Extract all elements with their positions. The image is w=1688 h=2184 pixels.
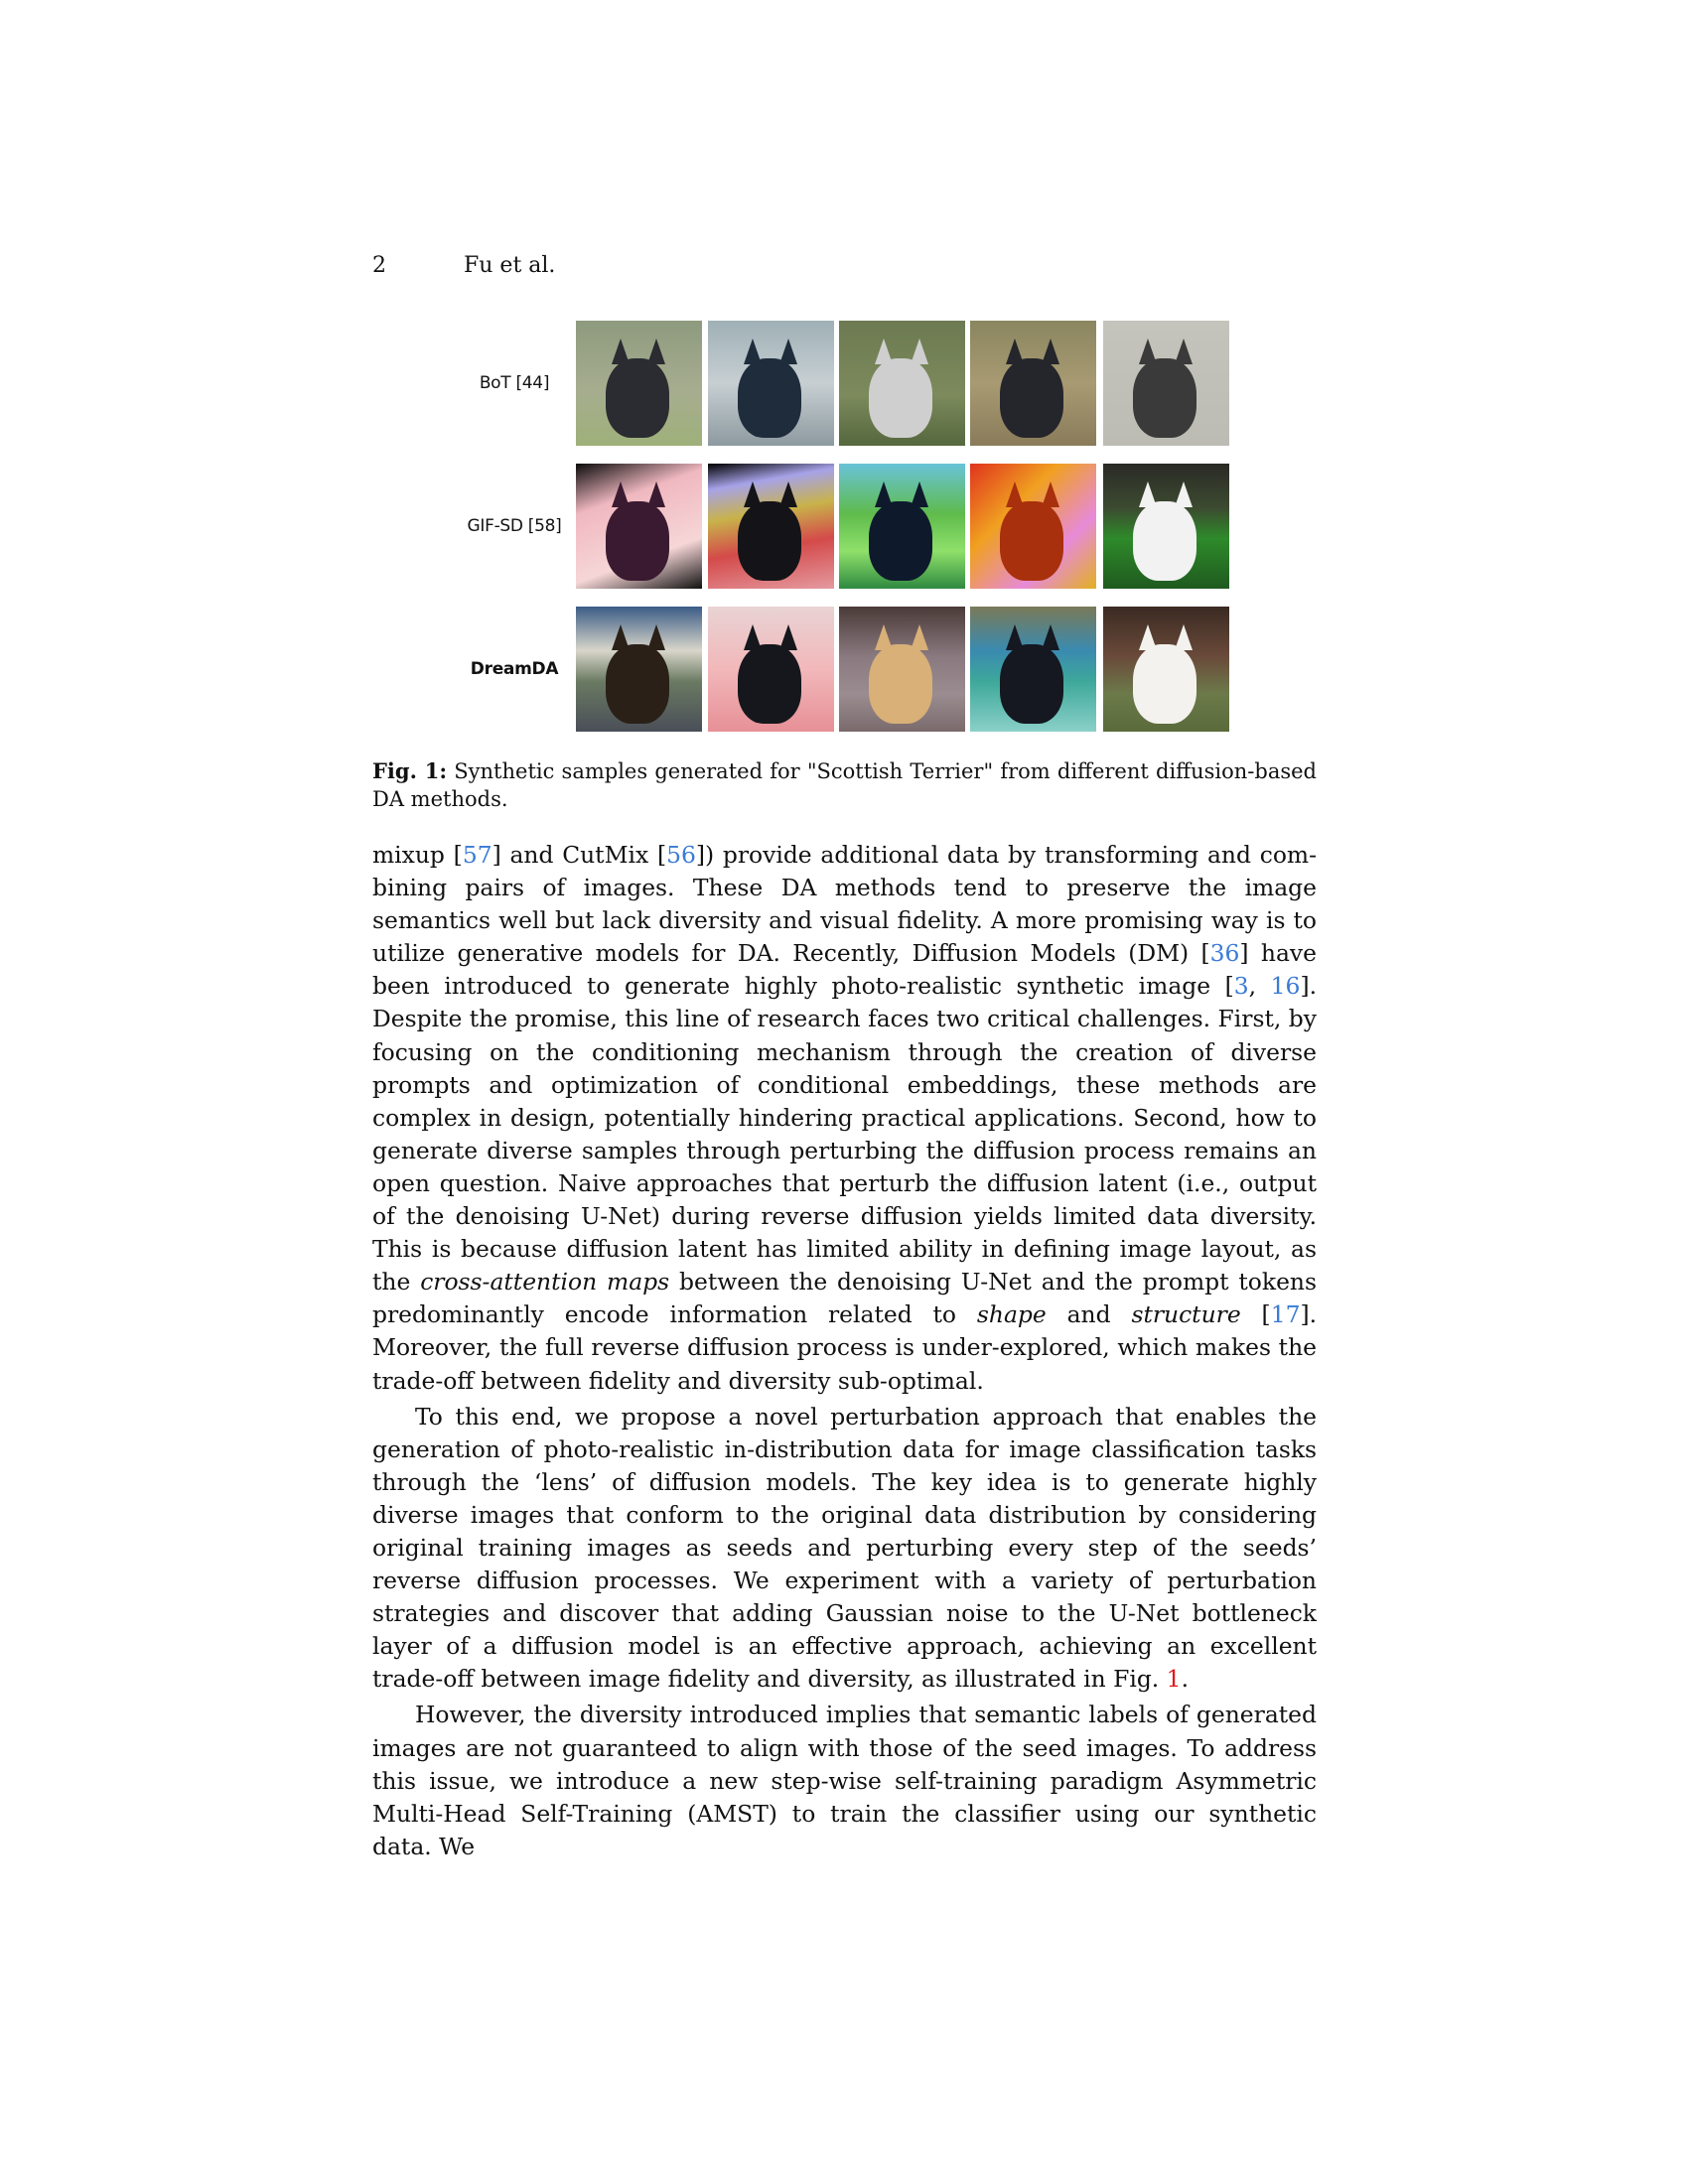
dog-ear bbox=[875, 339, 893, 364]
dog-silhouette bbox=[1000, 644, 1063, 724]
dog-ear bbox=[1006, 481, 1024, 507]
body-text bbox=[372, 839, 1317, 1863]
dog-ear bbox=[744, 339, 762, 364]
citation-link[interactable]: 36 bbox=[1209, 939, 1240, 968]
sample-image bbox=[970, 607, 1096, 732]
text-run: . bbox=[1181, 1665, 1189, 1694]
dog-ear bbox=[1042, 624, 1059, 650]
page-number: 2 bbox=[372, 253, 386, 278]
figure-reference-link[interactable]: 1 bbox=[1166, 1665, 1182, 1694]
dog-ear bbox=[612, 481, 630, 507]
dog-silhouette bbox=[606, 501, 669, 581]
dog-silhouette bbox=[1000, 358, 1063, 438]
dog-ear bbox=[647, 339, 665, 364]
dog-silhouette bbox=[738, 358, 801, 438]
text-run: [ bbox=[453, 841, 463, 869]
dog-ear bbox=[1139, 481, 1157, 507]
dog-ear bbox=[1139, 624, 1157, 650]
dog-silhouette bbox=[1000, 501, 1063, 581]
dog-silhouette bbox=[869, 644, 932, 724]
caption-text: Synthetic samples generated for "Scottish Terrier" from different diffusion-based DA methods. bbox=[372, 759, 1317, 811]
sample-image bbox=[970, 321, 1096, 446]
dog-ear bbox=[1042, 481, 1059, 507]
sample-image bbox=[1103, 464, 1229, 589]
dog-silhouette bbox=[1133, 501, 1196, 581]
paragraph-3 bbox=[372, 1699, 1317, 1862]
text-run: and bbox=[1046, 1300, 1132, 1329]
sample-image bbox=[708, 607, 834, 732]
text-run: ] and CutMix [ bbox=[492, 841, 667, 869]
figure-row bbox=[437, 607, 1231, 732]
text-run: mixup bbox=[372, 841, 454, 869]
dog-silhouette bbox=[606, 358, 669, 438]
dog-ear bbox=[1006, 339, 1024, 364]
sample-image bbox=[708, 321, 834, 446]
dog-ear bbox=[1175, 481, 1193, 507]
text-run: However, the diversity introduced implies that semantic labels of generated images are not guaranteed to align with those of the seed images. To address this issue, we introduce a new step-wise self-training paradigm Asymmetric Multi-Head Self-Training (AMST) to train the classifier using our synthetic data. We bbox=[372, 1701, 1317, 1860]
dog-ear bbox=[647, 624, 665, 650]
dog-ear bbox=[1139, 339, 1157, 364]
dog-ear bbox=[612, 339, 630, 364]
sample-image bbox=[576, 464, 702, 589]
dog-silhouette bbox=[869, 358, 932, 438]
citation-link[interactable]: 56 bbox=[666, 841, 696, 869]
dog-ear bbox=[779, 624, 797, 650]
dog-silhouette bbox=[738, 644, 801, 724]
dog-ear bbox=[779, 481, 797, 507]
text-run: between the denoising U-Net and the prompt tokens predominantly encode information related to bbox=[372, 1268, 1317, 1329]
figure-row bbox=[437, 321, 1231, 446]
sample-image bbox=[839, 607, 965, 732]
emphasis: shape bbox=[976, 1300, 1047, 1329]
dog-ear bbox=[612, 624, 630, 650]
running-head-authors: Fu et al. bbox=[464, 253, 556, 278]
sample-image bbox=[839, 464, 965, 589]
dog-ear bbox=[647, 481, 665, 507]
sample-image bbox=[1103, 321, 1229, 446]
text-run: To this end, we propose a novel perturbation approach that enables the generation of photo-realistic in-distribution data for image classification tasks through the ‘lens’ of diffusion models. The key idea is to generate highly diverse images that conform to the original data distribution by considering original training images as seeds and perturbing every step of the seeds’ reverse diffusion processes. We experiment with a variety of perturbation strategies and discover that adding Gaussian noise to the U-Net bottleneck layer of a diffusion model is an effective approach, achieving an excellent trade-off between image fidelity and diversity, as illustrated in Fig. bbox=[372, 1402, 1317, 1694]
citation-link[interactable]: 57 bbox=[462, 841, 492, 869]
dog-ear bbox=[1175, 624, 1193, 650]
row-label: BoT [44] bbox=[479, 373, 550, 393]
dog-ear bbox=[875, 624, 893, 650]
text-run: ] have been introduced to generate highly photo-realistic synthetic image [ bbox=[372, 939, 1317, 1001]
dog-ear bbox=[911, 481, 928, 507]
row-label: DreamDA bbox=[470, 659, 559, 679]
figure-caption bbox=[372, 757, 1317, 813]
text-run: ]. Moreover, the full reverse diffusion process is under-explored, which makes the trade-off between fidelity and diversity sub-optimal. bbox=[372, 1300, 1318, 1395]
dog-silhouette bbox=[606, 644, 669, 724]
text-run: ]. Despite the promise, this line of research faces two critical challenges. First, by focusing on the conditioning mechanism through the creation of diverse prompts and optimization of conditional embeddings, these methods are complex in design, potentially hindering practical applications. Second, how to generate diverse samples through perturbing the diffusion process remains an open question. Naive approaches that perturb the diffusion latent (i.e., output of the denoising U-Net) during reverse diffusion yields limited data diversity. This is because diffusion latent has limited ability in defining image layout, as the bbox=[372, 972, 1317, 1297]
dog-silhouette bbox=[1133, 358, 1196, 438]
sample-image bbox=[708, 464, 834, 589]
text-run: ]) provide additional data by transforming and combining pairs of images. These DA methods tend to preserve the image semantics well but lack diversity and visual fidelity. A more promising way is to utilize generative models for DA. Recently, Diffusion Models (DM) [ bbox=[372, 841, 1318, 968]
sample-image bbox=[576, 607, 702, 732]
row-label: GIF-SD [58] bbox=[467, 516, 562, 536]
dog-ear bbox=[779, 339, 797, 364]
figure-row bbox=[437, 464, 1231, 589]
paragraph-1 bbox=[372, 839, 1317, 1398]
text-run: , bbox=[1248, 972, 1271, 1001]
figure-1 bbox=[437, 321, 1231, 732]
citation-link[interactable]: 17 bbox=[1270, 1300, 1301, 1329]
dog-ear bbox=[744, 481, 762, 507]
dog-ear bbox=[744, 624, 762, 650]
paragraph-2 bbox=[372, 1401, 1317, 1697]
dog-silhouette bbox=[869, 501, 932, 581]
sample-image bbox=[970, 464, 1096, 589]
dog-silhouette bbox=[1133, 644, 1196, 724]
dog-ear bbox=[875, 481, 893, 507]
emphasis: structure bbox=[1131, 1300, 1241, 1329]
sample-image bbox=[1103, 607, 1229, 732]
sample-image bbox=[576, 321, 702, 446]
dog-ear bbox=[1175, 339, 1193, 364]
citation-link[interactable]: 3 bbox=[1233, 972, 1249, 1001]
dog-silhouette bbox=[738, 501, 801, 581]
dog-ear bbox=[1042, 339, 1059, 364]
text-run: [ bbox=[1240, 1300, 1271, 1329]
dog-ear bbox=[911, 339, 928, 364]
figure-label: Fig. 1: bbox=[372, 758, 448, 783]
dog-ear bbox=[1006, 624, 1024, 650]
sample-image bbox=[839, 321, 965, 446]
dog-ear bbox=[911, 624, 928, 650]
citation-link[interactable]: 16 bbox=[1270, 972, 1301, 1001]
emphasis: cross-attention maps bbox=[420, 1268, 670, 1297]
